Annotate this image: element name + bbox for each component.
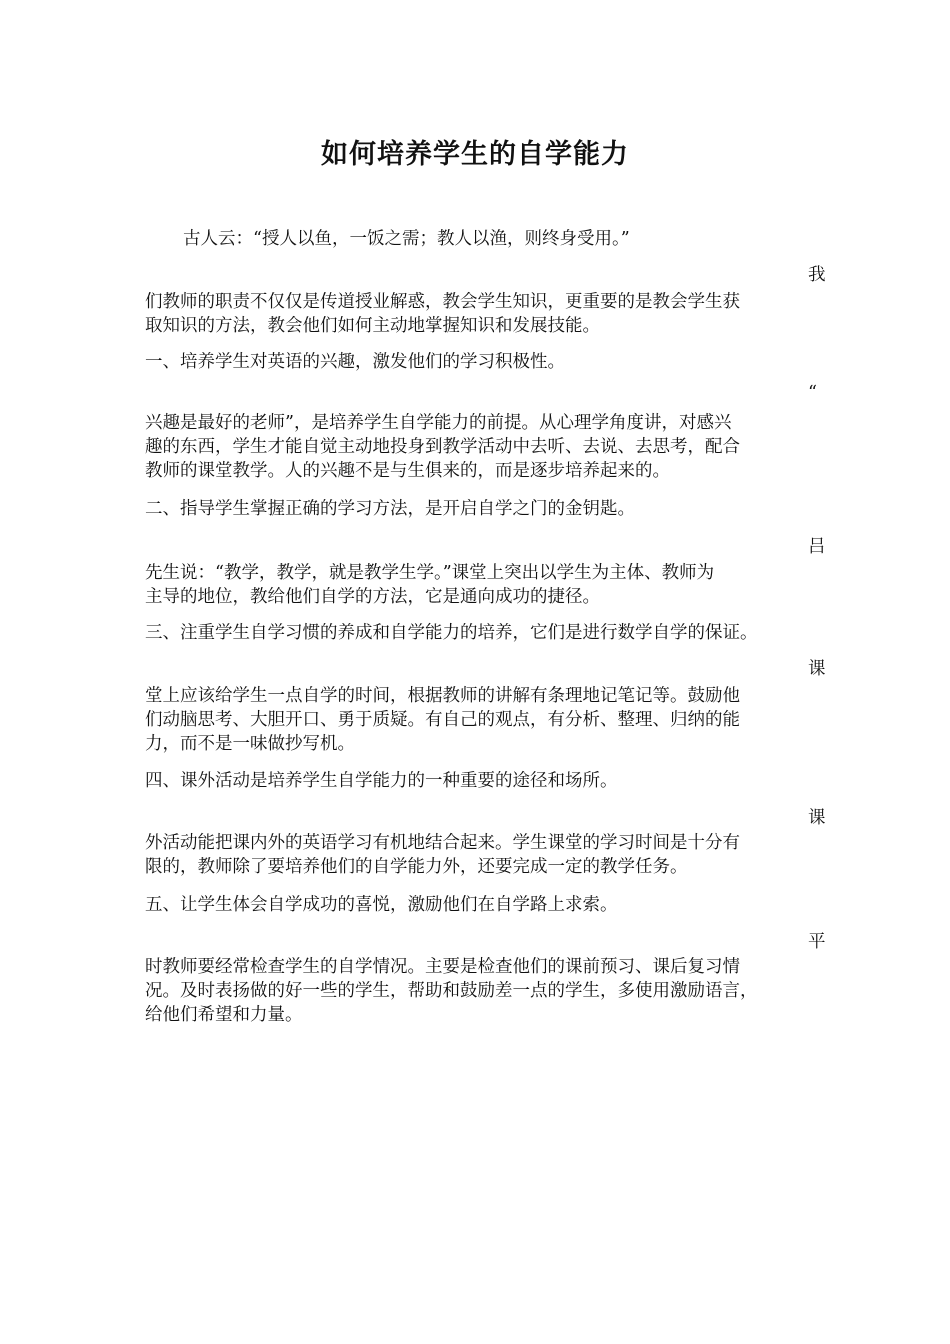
paragraph-line: 给他们希望和力量。 <box>145 1005 303 1025</box>
paragraph-lead-char: 课 <box>808 659 826 679</box>
paragraph <box>145 561 805 609</box>
paragraph-line: 力，而不是一味做抄写机。 <box>145 734 355 754</box>
paragraph-lead-char: “ <box>808 383 817 403</box>
section-heading: 五、让学生体会自学成功的喜悦，激励他们在自学路上求索。 <box>145 895 618 915</box>
paragraph-line: 外活动能把课内外的英语学习有机地结合起来。学生课堂的学习时间是十分有 <box>145 833 740 853</box>
paragraph-line: 时教师要经常检查学生的自学情况。主要是检查他们的课前预习、课后复习情 <box>145 957 740 977</box>
section-heading: 三、注重学生自学习惯的养成和自学能力的培养，它们是进行数学自学的保证。 <box>145 623 758 643</box>
paragraph-line: 教师的课堂教学。人的兴趣不是与生俱来的，而是逐步培养起来的。 <box>145 461 670 481</box>
paragraph-lead-char: 我 <box>808 265 826 285</box>
paragraph-line: 取知识的方法，教会他们如何主动地掌握知识和发展技能。 <box>145 316 600 336</box>
paragraph <box>145 411 805 483</box>
paragraph-line: 们动脑思考、大胆开口、勇于质疑。有自己的观点，有分析、整理、归纳的能 <box>145 710 740 730</box>
paragraph-line: 限的，教师除了要培养他们的自学能力外，还要完成一定的教学任务。 <box>145 857 688 877</box>
paragraph <box>145 955 805 1027</box>
paragraph <box>145 290 805 338</box>
paragraph <box>145 831 805 879</box>
paragraph-lead-char: 平 <box>808 932 826 952</box>
paragraph-line: 主导的地位，教给他们自学的方法，它是通向成功的捷径。 <box>145 587 600 607</box>
intro-line: 古人云：“授人以鱼，一饭之需；教人以渔，则终身受用。” <box>183 229 630 249</box>
section-heading: 四、课外活动是培养学生自学能力的一种重要的途径和场所。 <box>145 771 618 791</box>
paragraph-line: 堂上应该给学生一点自学的时间，根据教师的讲解有条理地记笔记等。鼓励他 <box>145 686 740 706</box>
paragraph-line: 趣的东西，学生才能自觉主动地投身到教学活动中去听、去说、去思考，配合 <box>145 437 740 457</box>
section-heading: 一、培养学生对英语的兴趣，激发他们的学习积极性。 <box>145 352 565 372</box>
paragraph-line: 先生说：“教学，教学，就是教学生学。”课堂上突出以学生为主体、教师为 <box>145 563 715 583</box>
paragraph <box>145 684 805 756</box>
paragraph-line: 们教师的职责不仅仅是传道授业解惑，教会学生知识，更重要的是教会学生获 <box>145 292 740 312</box>
paragraph-lead-char: 课 <box>808 808 826 828</box>
section-heading: 二、指导学生掌握正确的学习方法，是开启自学之门的金钥匙。 <box>145 499 635 519</box>
document-title: 如何培养学生的自学能力 <box>321 139 629 170</box>
paragraph-line: 况。及时表扬做的好一些的学生，帮助和鼓励差一点的学生，多使用激励语言， <box>145 981 758 1001</box>
paragraph-lead-char: 吕 <box>808 537 826 557</box>
paragraph-line: 兴趣是最好的老师”，是培养学生自学能力的前提。从心理学角度讲，对感兴 <box>145 413 732 433</box>
